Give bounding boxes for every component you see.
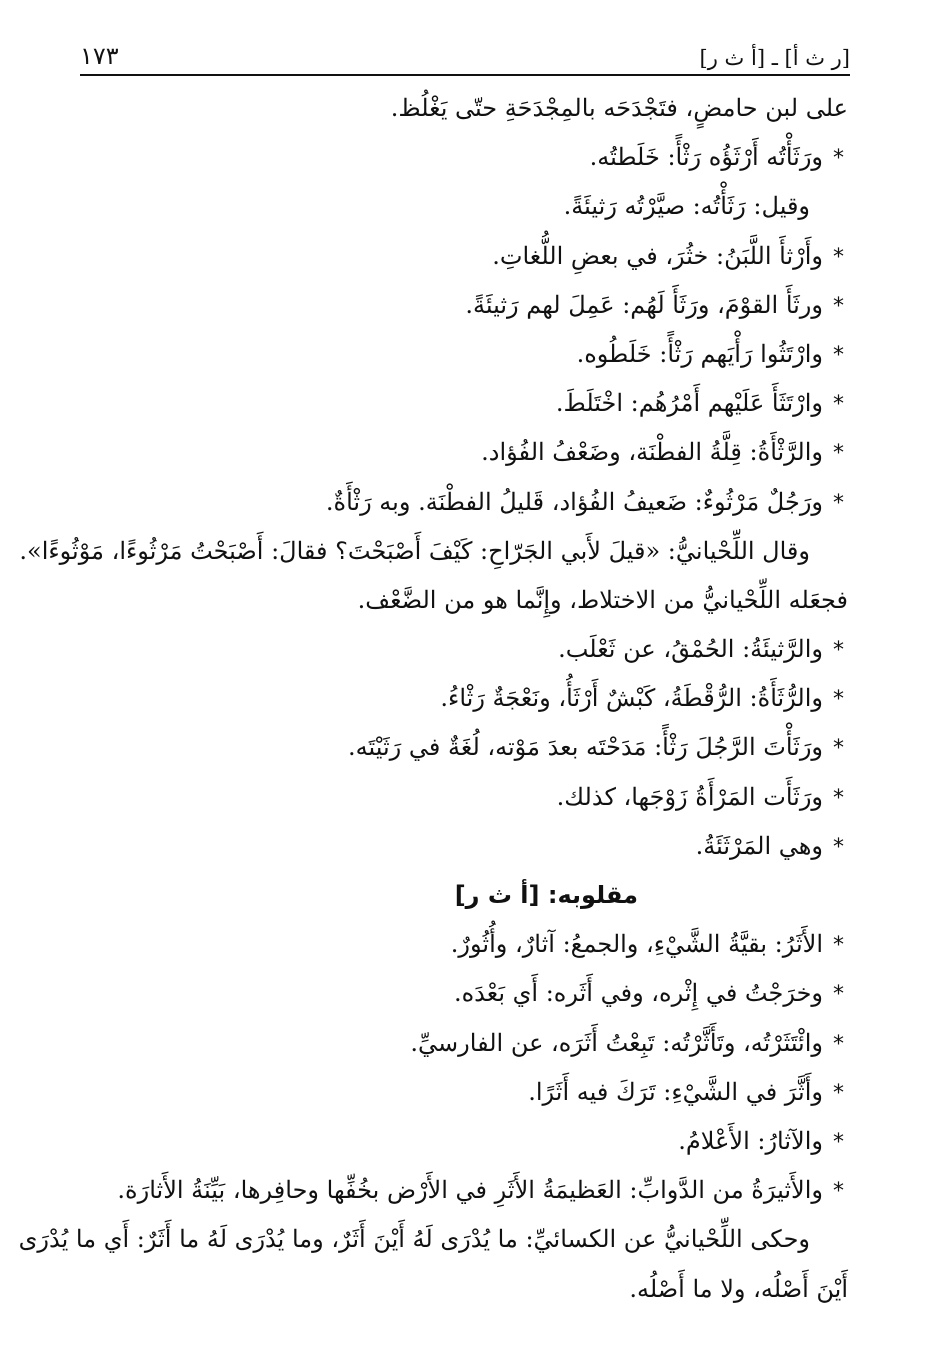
line-text: وأَرْثأَ اللَّبَنُ: خثُرَ، في بعضِ اللُّغاتِ. (492, 241, 823, 270)
text-line (82, 773, 848, 822)
text-line (82, 822, 848, 871)
entry-marker: * (833, 785, 844, 811)
page-number: ١٧٣ (80, 42, 119, 70)
text-line (82, 84, 848, 133)
entry-marker: * (833, 392, 844, 418)
entry-marker: * (833, 933, 844, 959)
text-line (82, 330, 848, 379)
entry-marker: * (833, 1129, 844, 1155)
text-line (82, 576, 848, 625)
line-text: وقيل: رَثَأْتُه: صيَّرْتُه رَثيئَةً. (563, 192, 810, 221)
line-text: وهي المَرْثَئَةُ. (695, 831, 823, 860)
line-text: على لبن حامضٍ، فتَجْدَحَه بالمِجْدَحَةِ حتّى يَغْلُظ. (390, 94, 848, 122)
line-text: ورَثَأَت المَرْأَةُ زَوْجَها، كذلك. (556, 782, 823, 811)
entry-marker: * (833, 638, 844, 664)
line-text: وارْتَثَأَ عَلَيْهم أَمْرُهُم: اخْتَلَطَ. (555, 389, 823, 418)
text-line (82, 1019, 848, 1068)
text-line (82, 1068, 848, 1117)
entry-marker: * (833, 244, 844, 270)
running-head: [ر ث أ] ـ [أ ث ر] (699, 46, 850, 70)
text-line (82, 133, 848, 182)
text-line (18, 1215, 848, 1264)
line-text: ورَجُلٌ مَرْثُوءٌ: ضَعيفُ الفُؤاد، قَليلُ الفطْنَة. وبه رَثْأَةٌ. (325, 487, 823, 516)
line-text: الأَثَرُ: بقيَّةُ الشَّيْءِ، والجمعُ: آثارٌ، وأُثُورٌ. (450, 930, 823, 959)
text-line (82, 182, 848, 231)
line-text: ورثَأَ القوْمَ، ورَثَأَ لَهُم: عَمِلَ لهم رَثيئَةً. (465, 290, 823, 319)
line-text: مقلوبه: [أ ث ر] (454, 881, 638, 909)
text-line (82, 723, 848, 772)
line-text: والرَّثيئَةُ: الحُمْقُ، عن ثَعْلَب. (558, 635, 823, 664)
text-line (82, 969, 848, 1018)
text-line (82, 379, 848, 428)
line-text: والرُّثَأَةُ: الرُّقْطَةُ، كَبْشٌ أَرْثَأُ، ونَعْجَةٌ رَثْاءُ. (440, 684, 823, 713)
section-heading (82, 871, 848, 920)
entry-marker: * (833, 146, 844, 172)
line-text: فجعَله اللِّحْيانيُّ من الاختلاط، وإِنَّما هو من الضَّعْف. (357, 585, 848, 614)
line-text: ورَثَأْتُه أَرْثَؤُه رَثْأً: خَلَطتُه. (589, 143, 823, 172)
line-text: وائْتَثَرْتُه، وتَأَثَّرْتُه: تَبِعْتُ أَثَرَه، عن الفارسيِّ. (410, 1028, 823, 1057)
entry-marker: * (833, 736, 844, 762)
text-line (82, 1166, 848, 1215)
line-text: وارْتَثُوا رَأْيَهم رَثْأً: خَلَطُوه. (576, 339, 823, 368)
entry-marker: * (833, 1080, 844, 1106)
line-text: والآثارُ: الأَعْلامُ. (678, 1126, 823, 1155)
page-body (18, 84, 848, 1314)
text-line (19, 527, 848, 576)
text-line (82, 428, 848, 477)
text-line (82, 281, 848, 330)
text-line (82, 920, 848, 969)
line-text: والرَّثْأَةُ: قِلَّةُ الفطْنَة، وضَعْفُ الفُؤاد. (481, 438, 823, 467)
page-header (80, 30, 850, 76)
entry-marker: * (833, 1031, 844, 1057)
entry-marker: * (833, 687, 844, 713)
text-line (82, 478, 848, 527)
line-text: وقال اللِّحْيانيُّ: «قيلَ لأَبي الجَرّاحِ: كَيْفَ أَصْبَحْتَ؟ فقالَ: أَصْبَحْتُ مَرْثُوءًا، مَوْثُوءًا». (19, 536, 810, 565)
entry-marker: * (833, 342, 844, 368)
line-text: ورَثَأْتَ الرَّجُلَ رَثْأً: مَدَحْتَه بعدَ مَوْته، لُغَةٌ في رَثَيْتَه. (348, 733, 823, 762)
entry-marker: * (833, 293, 844, 319)
line-text: أَيْنَ أَصْلُه، ولا ما أَصْلُه. (629, 1274, 848, 1303)
entry-marker: * (833, 1179, 844, 1205)
entry-marker: * (833, 834, 844, 860)
text-line (82, 674, 848, 723)
text-line (82, 1265, 848, 1314)
line-text: وأَثَّرَ في الشَّيْءِ: تَرَكَ فيه أَثَرًا. (528, 1077, 823, 1106)
entry-marker: * (833, 982, 844, 1008)
text-line (82, 232, 848, 281)
text-line (82, 1117, 848, 1166)
line-text: وحكى اللِّحْيانيُّ عن الكسائيِّ: ما يُدْرَى لَهُ أَيْنَ أَثَرٌ، وما يُدْرَى لَهُ ما أَثَرٌ: أَي ما يُدْرَى (18, 1225, 810, 1254)
entry-marker: * (833, 441, 844, 467)
entry-marker: * (833, 490, 844, 516)
line-text: وخرَجْتُ في إِثْره، وفي أَثَره: أَي بَعْدَه. (453, 979, 823, 1008)
line-text: والأَثيرَةُ من الدَّوابِّ: العَظيمَةُ الأَثَرِ في الأَرْض بخُفِّها وحافِرها، بَيِّنَةُ الأَثارَة. (117, 1176, 823, 1205)
text-line (82, 625, 848, 674)
